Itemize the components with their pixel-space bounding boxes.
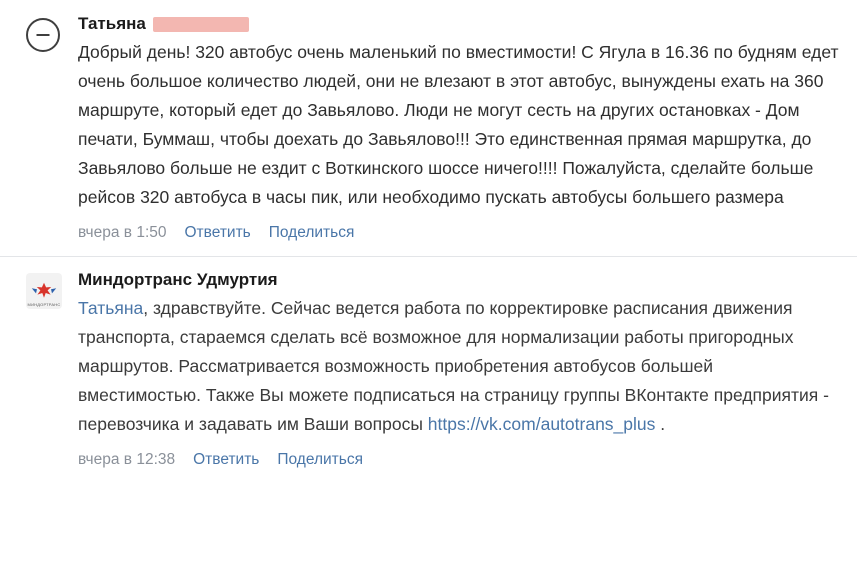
comment-org-reply <box>0 257 857 470</box>
avatar-column <box>26 14 78 52</box>
external-link[interactable]: https://vk.com/autotrans_plus <box>427 414 656 434</box>
author-name[interactable]: Татьяна <box>78 14 146 33</box>
redacted-surname-highlight <box>153 17 249 32</box>
mention-link[interactable]: Татьяна <box>78 298 144 318</box>
reply-text-body: , здравствуйте. Сейчас ведется работа по корректировке расписания движения транспорта, стараемся сделать всё возможное для нормализации работы пригородных маршрутов. Рассматривается возможность приобретения автобусов большей вместимостью. Также Вы можете подписаться на страницу группы ВКонтакте предприятия - перевозчика и задавать им Ваши вопросы <box>78 298 829 434</box>
organization-logo-caption: МИНДОРТРАНС <box>27 302 61 307</box>
comment-timestamp: вчера в 1:50 <box>78 224 167 241</box>
comment-body-org <box>78 269 839 470</box>
comment-text: Добрый день! 320 автобус очень маленький по вместимости! С Ягула в 16.36 по будням едет очень большое количество людей, они не влезают в этот автобус, вынуждены ехать на 360 маршруте, который едет до Завьялово. Люди не могут сесть на других остановках - Дом печати, Буммаш, чтобы доехать до Завьялово!!! Это единственная прямая маршрутка, до Завьялово больше не ездит с Воткинского шоссе ничего!!!! Пожалуйста, сделайте больше рейсов 320 автобуса в часы пик, или необходимо пускать автобусы большего размера <box>78 42 839 207</box>
avatar-column-org <box>26 269 78 309</box>
reply-button-org[interactable]: Ответить <box>193 451 260 468</box>
user-placeholder-avatar-icon[interactable] <box>26 18 60 52</box>
reply-text-tail: . <box>655 414 666 434</box>
comment-author <box>78 14 839 34</box>
share-button-org[interactable]: Поделиться <box>277 451 363 468</box>
comment-user <box>0 0 857 243</box>
comment-timestamp-org: вчера в 12:38 <box>78 451 176 468</box>
comment-meta-org <box>78 450 839 470</box>
comment-meta <box>78 223 839 243</box>
reply-button[interactable]: Ответить <box>184 224 251 241</box>
comment-text-org <box>78 294 839 439</box>
comment-body <box>78 14 839 243</box>
share-button[interactable]: Поделиться <box>268 224 355 241</box>
organization-logo-icon[interactable] <box>26 273 62 309</box>
comment-author-org[interactable]: Миндортранс Удмуртия <box>78 270 278 289</box>
